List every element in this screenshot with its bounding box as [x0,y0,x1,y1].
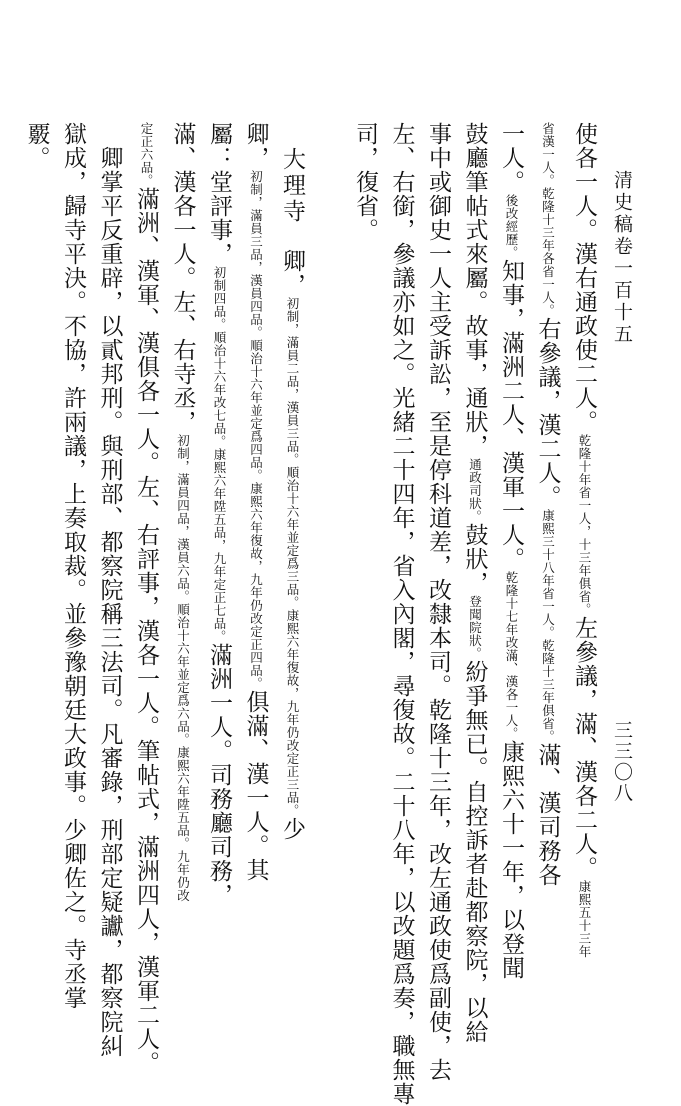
annotation-text: 乾隆十七年改滿、漢各一人。 [504,571,519,740]
text-column [61,122,84,1010]
text-column [25,122,48,170]
body-text: 左參議，滿、漢各二人。 [571,616,597,880]
body-text: 滿洲、漢軍、漢俱各一人。左、右評事，漢各一人。筆帖式，滿洲四人，漢軍二人。 [133,187,159,1075]
annotation-text: 康熙三十八年省一人。乾隆十三年俱省。 [540,509,556,743]
annotation-text: 初制，滿員四品，漢員六品。順治十六年並定爲六品。康熙六年陞五品。九年仍改 [175,434,191,902]
body-text: 獄成，歸寺平決。不協，許兩議，上奏取裁。並參豫朝廷大政事。少卿佐之。寺丞掌 [60,122,86,1010]
text-column [499,122,522,980]
text-column [353,122,376,242]
body-text: 覈。 [23,122,50,170]
body-text: 卿， [242,122,269,170]
body-text: 右參議，漢二人。 [534,317,561,509]
annotation-text: 初制，滿員二品，漢員三品。順治十六年並定爲三品。康熙六年復故，九年仍改定正三品。 [285,297,300,817]
annotation-text: 登聞院狀。 [467,595,483,660]
text-column [463,122,486,1044]
annotation-text: 通政司狀。 [467,458,483,523]
text-column [280,147,303,841]
body-text: 滿洲一人。司務廳司務， [206,643,232,907]
text-column [244,122,267,882]
text-column [536,122,559,887]
annotation-text: 省漢一人。乾隆十三年各省一人。 [540,122,556,317]
annotation-text: 康熙五十三年 [577,880,592,958]
body-text: 康熙六十一年，以登聞 [498,740,524,980]
body-text: 俱滿、漢一人。其 [242,690,269,882]
annotation-text: 定正六品。 [139,122,154,187]
page-number: 三三〇八 [611,720,633,804]
text-column [98,122,121,1058]
annotation-text: 初制四品。順治十六年改七品。康熙六年陞五品，九年定正七品。 [212,266,227,643]
body-text: 鼓廳筆帖式來屬。故事，通狀， [461,122,488,458]
body-text: 知事，滿洲二人、漢軍一人。 [498,259,524,571]
body-text: 左、右銜，參議亦如之。光緒二十四年，省入內閣，尋復故。二十八年，以改題爲奏，職無專 [388,122,415,1106]
body-text: 漢右通政使二人。 [571,242,597,434]
body-text: 一人。 [498,122,524,194]
body-text: 紛爭無已。自控訴者赴都察院，以給 [461,660,488,1044]
annotation-text: 乾隆十年省一人，十三年俱省。 [577,434,592,616]
text-column [171,122,194,902]
body-text: 屬：堂評事， [206,122,232,266]
section-heading: 大理寺 [279,147,305,225]
text-column [134,122,157,1075]
body-text: 少 [279,817,305,841]
text-column [426,122,449,1082]
body-text: 事中或御史一人主受訴訟，至是停科道差，改隸本司。乾隆十三年，改左通政使爲副使，去 [425,122,451,1082]
body-text: 滿、漢司務各 [534,743,561,887]
annotation-text: 後改經歷。 [504,194,519,259]
body-text: 卿， [279,225,305,297]
text-column [572,122,595,958]
body-text: 鼓狀， [461,523,488,595]
body-text: 司，復省。 [352,122,378,242]
book-title: 清史稿卷一百十五 [611,170,633,346]
text-column [207,122,230,907]
annotation-text: 初制，滿員三品，漢員四品。順治十六年並定爲四品。康熙六年復故，九年仍改定正四品。 [248,170,264,690]
body-text: 滿、漢各一人。左、右寺丞， [169,122,196,434]
body-text: 卿掌平反重辟，以貳邦刑。與刑部、都察院稱三法司。凡審錄，刑部定疑讞，都察院糾 [96,122,123,1058]
text-column [390,122,413,1106]
body-text: 使各一人。 [571,122,597,242]
